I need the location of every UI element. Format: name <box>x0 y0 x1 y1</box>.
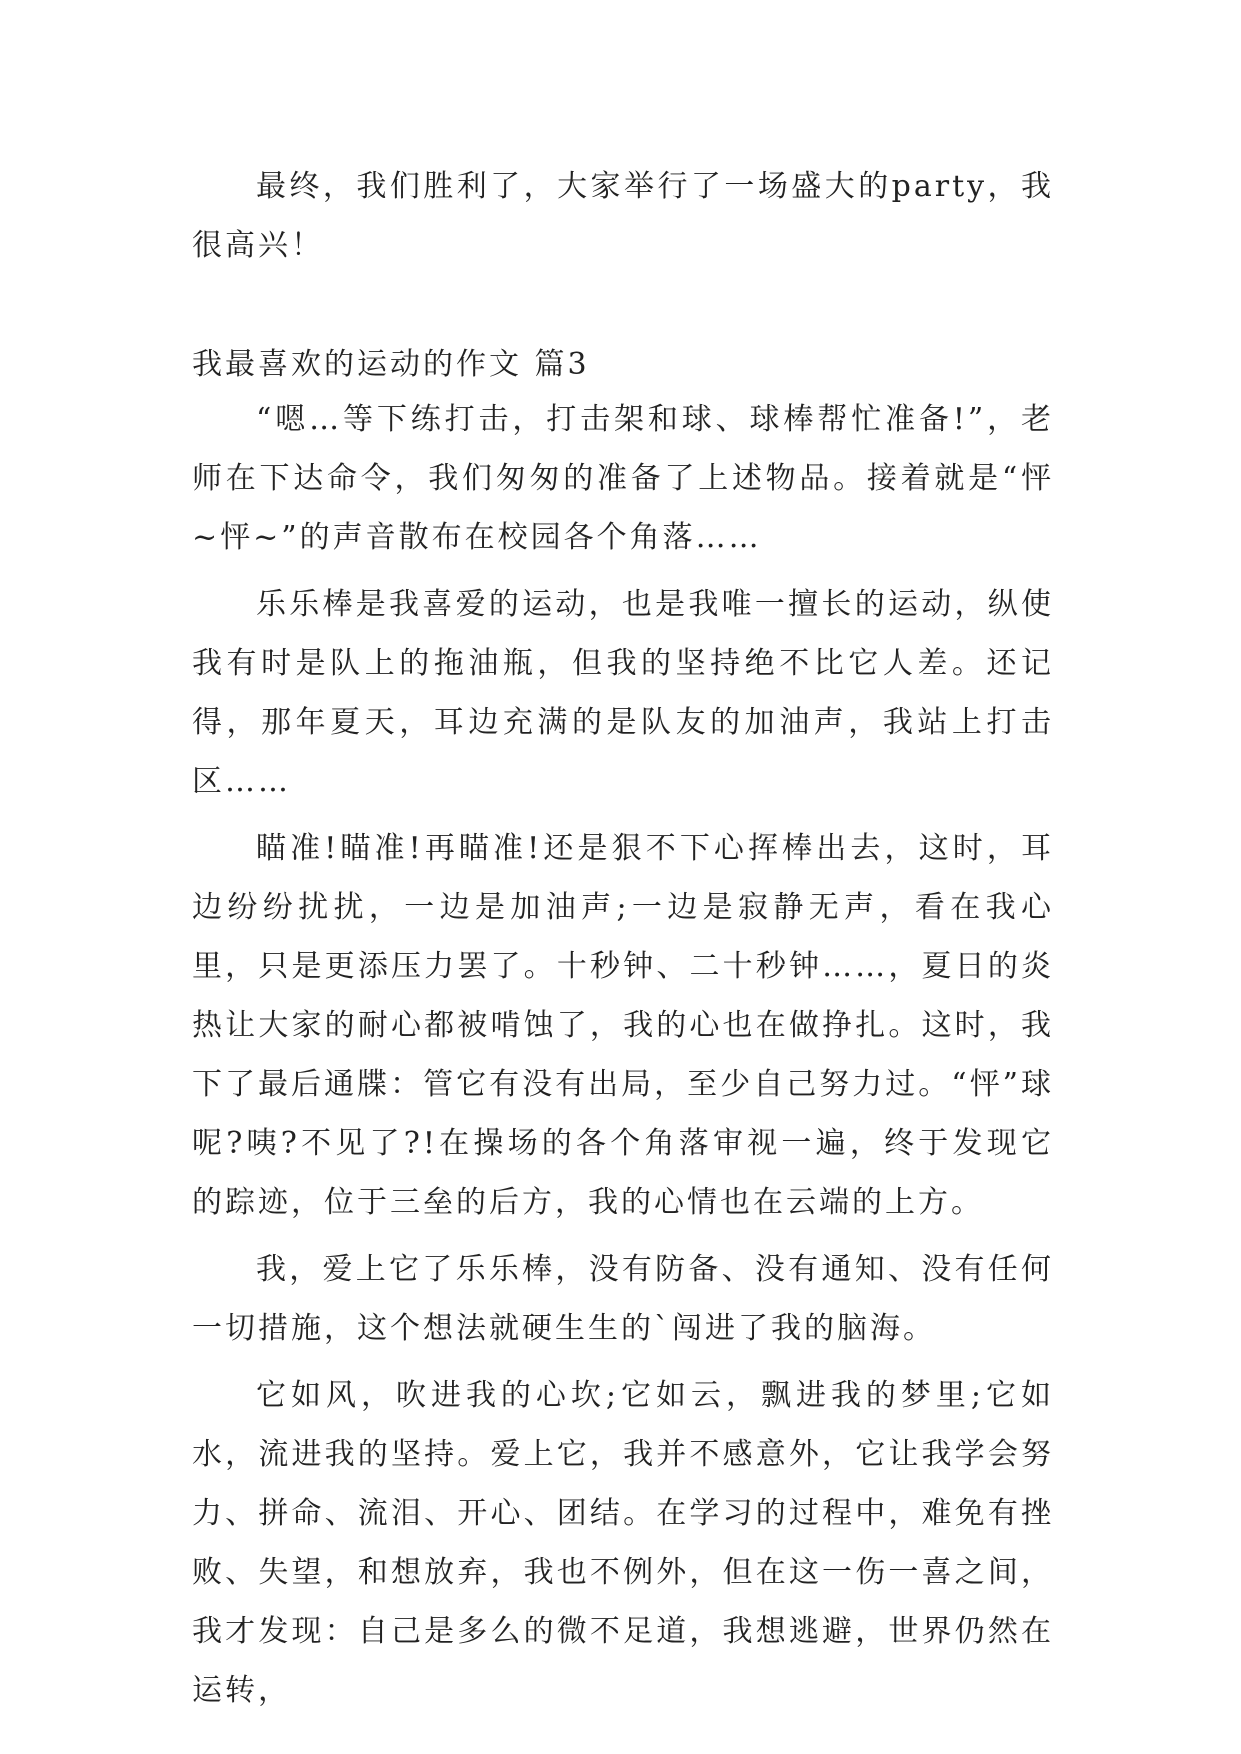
section-title: 我最喜欢的运动的作文 篇3 <box>192 347 590 382</box>
paragraph-2: 乐乐棒是我喜爱的运动，也是我唯一擅长的运动，纵使我有时是队上的拖油瓶，但我的坚持绝不比它人差。还记得，那年夏天，耳边充满的是队友的加油声，我站上打击区…… <box>192 587 1054 799</box>
intro-paragraph: 最终，我们胜利了，大家举行了一场盛大的party，我很高兴！ <box>192 169 1054 263</box>
section-heading-block <box>192 335 1054 394</box>
paragraph-4: 我，爱上它了乐乐棒，没有防备、没有通知、没有任何一切措施，这个想法就硬生生的`闯进了我的脑海。 <box>192 1252 1054 1346</box>
essay-body <box>192 390 1054 1720</box>
paragraph-5: 它如风，吹进我的心坎;它如云，飘进我的梦里;它如水，流进我的坚持。爱上它，我并不感意外，它让我学会努力、拼命、流泪、开心、团结。在学习的过程中，难免有挫败、失望，和想放弃，我也不例外，但在这一伤一喜之间，我才发现：自己是多么的微不足道，我想逃避，世界仍然在运转， <box>192 1378 1054 1708</box>
paragraph-1: “嗯…等下练打击，打击架和球、球棒帮忙准备!”，老师在下达命令，我们匆匆的准备了上述物品。接着就是“怦~怦~”的声音散布在校园各个角落…… <box>192 402 1054 555</box>
intro-section <box>192 157 1054 275</box>
paragraph-3: 瞄准!瞄准!再瞄准!还是狠不下心挥棒出去，这时，耳边纷纷扰扰，一边是加油声;一边是寂静无声，看在我心里，只是更添压力罢了。十秒钟、二十秒钟……，夏日的炎热让大家的耐心都被啃蚀了，我的心也在做挣扎。这时，我下了最后通牒：管它有没有出局，至少自己努力过。“怦”球呢?咦?不见了?!在操场的各个角落审视一遍，终于发现它的踪迹，位于三垒的后方，我的心情也在云端的上方。 <box>192 831 1054 1220</box>
